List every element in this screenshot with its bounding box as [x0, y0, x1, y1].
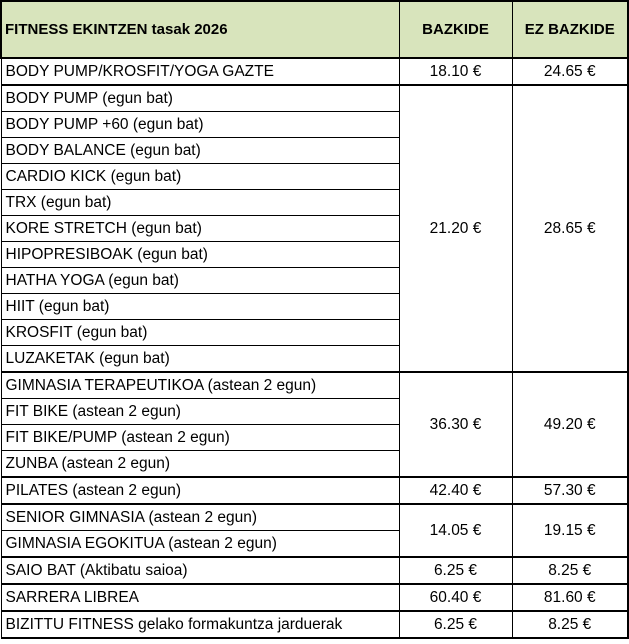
non-member-price: 19.15 €: [512, 504, 628, 557]
non-member-price: 57.30 €: [512, 477, 628, 504]
activity-name: KORE STRETCH (egun bat): [1, 216, 399, 242]
activity-name: KROSFIT (egun bat): [1, 320, 399, 346]
activity-name: BIZITTU FITNESS gelako formakuntza jarduerak: [1, 611, 399, 638]
table-row: [1, 557, 628, 584]
activity-name: GIMNASIA EGOKITUA (astean 2 egun): [1, 531, 399, 558]
non-member-price: 8.25 €: [512, 557, 628, 584]
activity-name: GIMNASIA TERAPEUTIKOA (astean 2 egun): [1, 372, 399, 399]
member-price: 14.05 €: [399, 504, 512, 557]
activity-name: ZUNBA (astean 2 egun): [1, 451, 399, 478]
member-price: 60.40 €: [399, 584, 512, 611]
activity-name: BODY PUMP +60 (egun bat): [1, 112, 399, 138]
activity-name: SARRERA LIBREA: [1, 584, 399, 611]
activity-column-header: FITNESS EKINTZEN tasak 2026: [1, 1, 399, 58]
member-price: 18.10 €: [399, 58, 512, 85]
activity-name: LUZAKETAK (egun bat): [1, 346, 399, 373]
member-price: 6.25 €: [399, 611, 512, 638]
table-body: [1, 58, 628, 638]
activity-name: HATHA YOGA (egun bat): [1, 268, 399, 294]
member-column-header: BAZKIDE: [399, 1, 512, 58]
activity-name: BODY BALANCE (egun bat): [1, 138, 399, 164]
activity-name: PILATES (astean 2 egun): [1, 477, 399, 504]
member-price: 36.30 €: [399, 372, 512, 477]
non-member-price: 28.65 €: [512, 85, 628, 372]
table-row: [1, 477, 628, 504]
table-row: [1, 504, 628, 531]
non-member-price: 8.25 €: [512, 611, 628, 638]
member-price: 21.20 €: [399, 85, 512, 372]
member-price: 6.25 €: [399, 557, 512, 584]
activity-name: BODY PUMP (egun bat): [1, 85, 399, 112]
activity-name: HIIT (egun bat): [1, 294, 399, 320]
activity-name: SAIO BAT (Aktibatu saioa): [1, 557, 399, 584]
member-price: 42.40 €: [399, 477, 512, 504]
non-member-column-header: EZ BAZKIDE: [512, 1, 628, 58]
table-header: [1, 1, 628, 58]
activity-name: HIPOPRESIBOAK (egun bat): [1, 242, 399, 268]
activity-name: FIT BIKE/PUMP (astean 2 egun): [1, 425, 399, 451]
non-member-price: 24.65 €: [512, 58, 628, 85]
non-member-price: 81.60 €: [512, 584, 628, 611]
activity-name: BODY PUMP/KROSFIT/YOGA GAZTE: [1, 58, 399, 85]
table-row: [1, 85, 628, 112]
activity-name: TRX (egun bat): [1, 190, 399, 216]
table-row: [1, 611, 628, 638]
activity-name: SENIOR GIMNASIA (astean 2 egun): [1, 504, 399, 531]
activity-name: CARDIO KICK (egun bat): [1, 164, 399, 190]
table-row: [1, 584, 628, 611]
table-row: [1, 58, 628, 85]
table-row: [1, 372, 628, 399]
non-member-price: 49.20 €: [512, 372, 628, 477]
activity-name: FIT BIKE (astean 2 egun): [1, 399, 399, 425]
